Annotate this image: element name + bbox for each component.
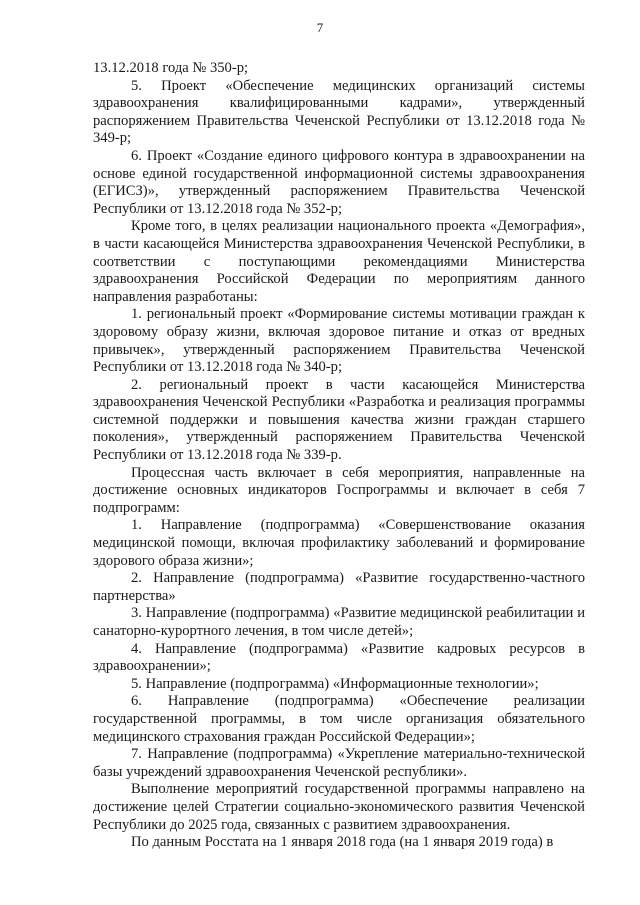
paragraph-subprogram-2: 2. Направление (подпрограмма) «Развитие государственно-частного партнерства» bbox=[93, 570, 585, 604]
paragraph-project-5: 5. Проект «Обеспечение медицинских организаций системы здравоохранения квалифицированными кадрами», утвержденный распоряжением Правительства Чеченской Республики от 13.12.2018 года № 349-р; bbox=[93, 77, 585, 147]
paragraph-demography: Кроме того, в целях реализации национального проекта «Демография», в части касающейся Министерства здравоохранения Чеченской Республики, в соответствии с поступающими рекомендациями Министерства здравоохранения Российской Федерации по мероприятиям данного направления разработаны: bbox=[93, 218, 585, 305]
paragraph-rosstat: По данным Росстата на 1 января 2018 года (на 1 января 2019 года) в bbox=[131, 834, 554, 851]
paragraph-subprogram-1: 1. Направление (подпрограмма) «Совершенствование оказания медицинской помощи, включая профилактику заболеваний и формирование здорового образа жизни»; bbox=[93, 517, 585, 569]
page-number: 7 bbox=[316, 20, 324, 35]
paragraph-strategy: Выполнение мероприятий государственной программы направлено на достижение целей Стратегии социально-экономического развития Чеченской Республики до 2025 года, связанных с развитием здравоохранения. bbox=[93, 781, 585, 833]
paragraph-continuation: 13.12.2018 года № 350-р; bbox=[93, 60, 249, 76]
paragraph-regional-project-2: 2. региональный проект в части касающейся Министерства здравоохранения Чеченской Республики «Разработка и реализация программы системной поддержки и повышения качества жизни граждан старшего поколения», утвержденный распоряжением Правительства Чеченской Республики от 13.12.2018 года № 339-р. bbox=[93, 376, 585, 464]
paragraph-subprogram-7: 7. Направление (подпрограмма) «Укрепление материально-технической базы учреждений здравоохранения Чеченской республики». bbox=[93, 746, 585, 780]
paragraph-project-6: 6. Проект «Создание единого цифрового контура в здравоохранении на основе единой государственной информационной системы здравоохранения (ЕГИСЗ)», утвержденный распоряжением Правительства Чеченской Республики от 13.12.2018 года № 352-р; bbox=[93, 147, 585, 217]
paragraph-subprogram-3: 3. Направление (подпрограмма) «Развитие медицинской реабилитации и санаторно-курортного лечения, в том числе детей»; bbox=[93, 605, 585, 639]
paragraph-subprogram-5: 5. Направление (подпрограмма) «Информационные технологии»; bbox=[131, 675, 539, 692]
paragraph-regional-project-1: 1. региональный проект «Формирование системы мотивации граждан к здоровому образу жизни, включая здоровое питание и отказ от вредных привычек», утвержденный распоряжением Правительства Чеченской Республики от 13.12.2018 года № 340-р; bbox=[93, 306, 585, 376]
document-body bbox=[93, 60, 585, 852]
paragraph-process-part: Процессная часть включает в себя мероприятия, направленные на достижение основных индикаторов Госпрограммы и включает в себя 7 подпрограмм: bbox=[93, 464, 585, 516]
paragraph-subprogram-4: 4. Направление (подпрограмма) «Развитие кадровых ресурсов в здравоохранении»; bbox=[93, 640, 585, 675]
paragraph-subprogram-6: 6. Направление (подпрограмма) «Обеспечение реализации государственной программы, в том числе организация обязательного медицинского страхования граждан Российской Федерации»; bbox=[93, 693, 585, 745]
